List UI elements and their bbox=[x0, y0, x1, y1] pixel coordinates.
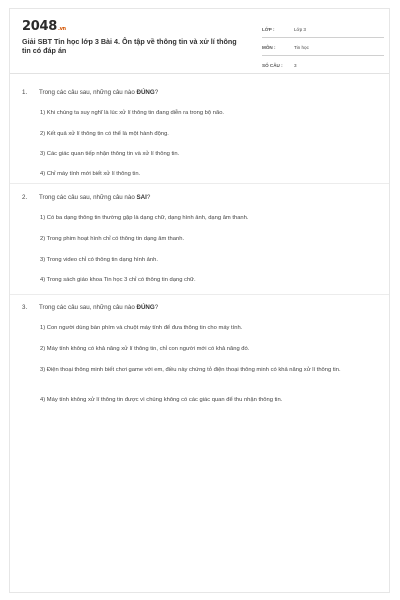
stem-text: Trong các câu sau, những câu nào bbox=[39, 89, 137, 96]
header-divider bbox=[10, 73, 389, 74]
option: 1) Khi chúng ta suy nghĩ là lúc xử lí thông tin đang diễn ra trong bộ não. bbox=[40, 110, 225, 116]
meta-label: MÔN : bbox=[262, 45, 276, 50]
question-stem bbox=[39, 304, 158, 311]
question-number: 2. bbox=[22, 194, 28, 201]
meta-row-class bbox=[262, 23, 384, 38]
document-title: Giải SBT Tin học lớp 3 Bài 4. Ôn tập về thông tin và xử lí thông tin có đáp án bbox=[22, 37, 237, 55]
question-number: 1. bbox=[22, 89, 28, 96]
worksheet-page bbox=[9, 8, 390, 593]
option: 3) Các giác quan tiếp nhận thông tin và xử lí thông tin. bbox=[40, 151, 180, 157]
option: 3) Điện thoại thông minh biết chơi game với em, điều này chứng tỏ điện thoại thông minh có khả năng xử lí thông tin. bbox=[40, 367, 341, 373]
option: 3) Trong video chỉ có thông tin dạng hình ảnh. bbox=[40, 257, 158, 263]
logo-text: 2048 bbox=[22, 19, 57, 34]
meta-info bbox=[262, 23, 384, 77]
question-stem bbox=[39, 89, 158, 96]
option: 1) Có ba dạng thông tin thường gặp là dạng chữ, dạng hình ảnh, dạng âm thanh. bbox=[40, 215, 249, 221]
option: 2) Trong phim hoạt hình chỉ có thông tin dạng âm thanh. bbox=[40, 236, 185, 242]
meta-row-subject bbox=[262, 41, 384, 56]
stem-suffix: ? bbox=[154, 89, 159, 96]
meta-value: 3 bbox=[294, 63, 297, 68]
stem-text: Trong các câu sau, những câu nào bbox=[39, 304, 137, 311]
stem-suffix: ? bbox=[154, 304, 159, 311]
option: 4) Trong sách giáo khoa Tin học 3 chỉ có thông tin dạng chữ. bbox=[40, 277, 196, 283]
option: 2) Máy tính không có khả năng xử lí thông tin, chỉ con người mới có khả năng đó. bbox=[40, 346, 250, 352]
stem-emphasis: SAI bbox=[136, 194, 147, 201]
stem-text: Trong các câu sau, những câu nào bbox=[39, 194, 137, 201]
question-separator bbox=[10, 294, 389, 295]
option: 4) Chỉ máy tính mới biết xử lí thông tin. bbox=[40, 171, 141, 177]
option: 4) Máy tính không xử lí thông tin được vì chúng không có các giác quan để thu nhận thông tin. bbox=[40, 397, 283, 403]
question-number: 3. bbox=[22, 304, 28, 311]
meta-value: Lớp 3 bbox=[294, 27, 306, 32]
meta-label: SỐ CÂU : bbox=[262, 63, 283, 68]
meta-label: LỚP : bbox=[262, 27, 275, 32]
site-logo[interactable] bbox=[22, 19, 66, 34]
stem-suffix: ? bbox=[146, 194, 151, 201]
option: 1) Con người dùng bàn phím và chuột máy tính để đưa thông tin cho máy tính. bbox=[40, 325, 243, 331]
question-stem bbox=[39, 194, 150, 201]
stem-emphasis: ĐÚNG bbox=[136, 89, 155, 96]
question-separator bbox=[10, 183, 389, 184]
meta-value: Tin học bbox=[294, 45, 309, 50]
meta-row-question-count bbox=[262, 59, 384, 74]
stem-emphasis: ĐÚNG bbox=[136, 304, 155, 311]
logo-tld: .vn bbox=[57, 26, 66, 32]
option: 2) Kết quả xử lí thông tin có thể là một hành động. bbox=[40, 131, 169, 137]
